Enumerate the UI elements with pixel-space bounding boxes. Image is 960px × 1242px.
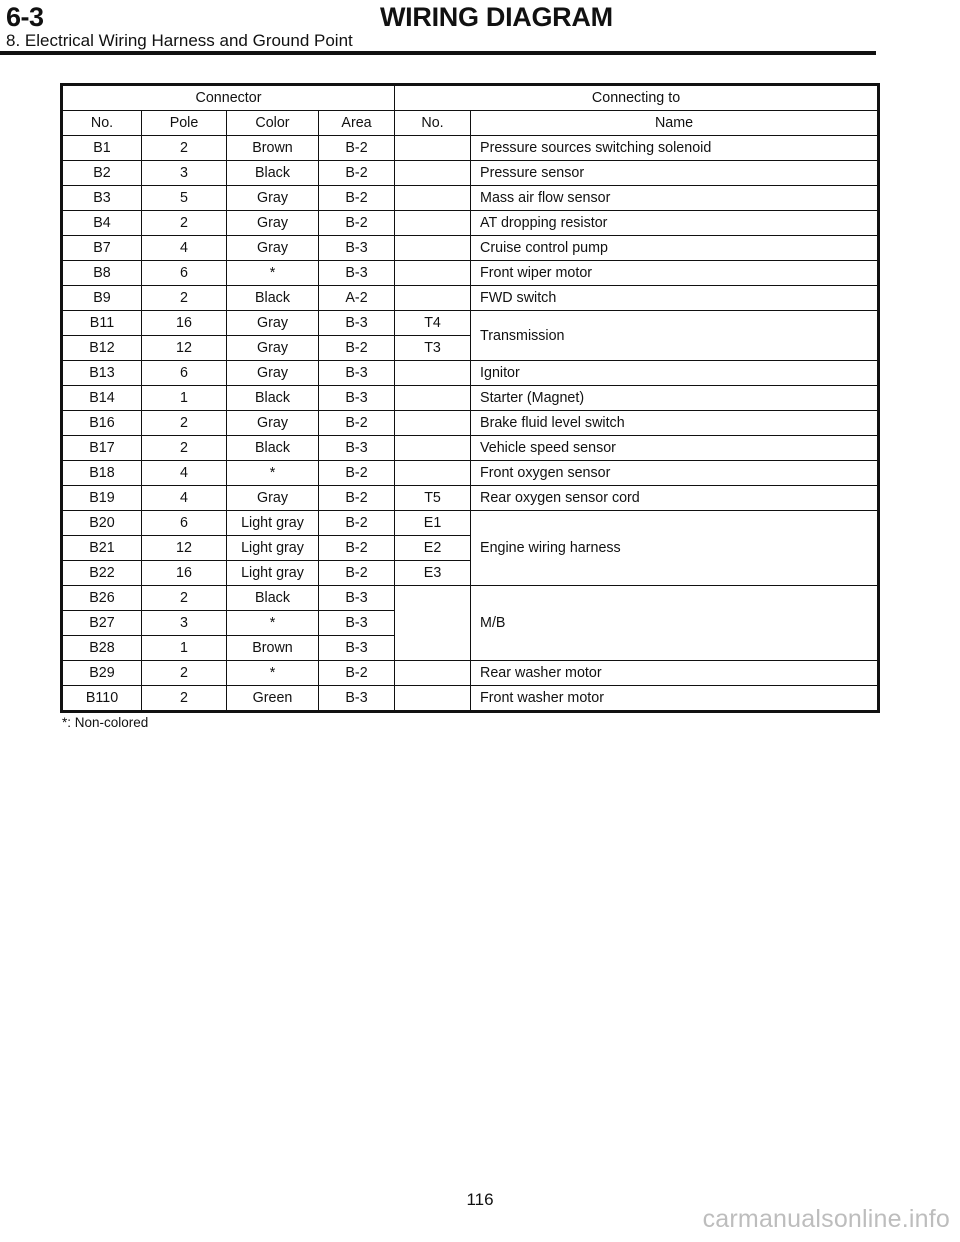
table-row: [63, 586, 878, 611]
cell-no: B28: [63, 636, 142, 661]
cell-connecting-no: [395, 186, 471, 211]
cell-name: FWD switch: [471, 286, 878, 311]
cell-area: B-3: [319, 311, 395, 336]
footnote: *: Non-colored: [62, 715, 149, 730]
cell-name: Rear washer motor: [471, 661, 878, 686]
cell-color: *: [227, 461, 319, 486]
cell-no: B7: [63, 236, 142, 261]
cell-connecting-no: E3: [395, 561, 471, 586]
cell-pole: 6: [142, 361, 227, 386]
cell-no: B9: [63, 286, 142, 311]
cell-area: B-2: [319, 211, 395, 236]
cell-pole: 16: [142, 311, 227, 336]
page-number: 116: [466, 1190, 494, 1209]
cell-pole: 2: [142, 586, 227, 611]
cell-area: B-2: [319, 536, 395, 561]
table-row: [63, 461, 878, 486]
table-row: [63, 136, 878, 161]
page-title: WIRING DIAGRAM: [380, 2, 613, 32]
cell-name: Pressure sensor: [471, 161, 878, 186]
cell-color: *: [227, 611, 319, 636]
cell-pole: 5: [142, 186, 227, 211]
cell-connecting-no: E2: [395, 536, 471, 561]
cell-name: Rear oxygen sensor cord: [471, 486, 878, 511]
cell-connecting-no: [395, 236, 471, 261]
cell-pole: 16: [142, 561, 227, 586]
cell-color: Brown: [227, 636, 319, 661]
table-row: [63, 211, 878, 236]
cell-pole: 2: [142, 686, 227, 711]
cell-no: B3: [63, 186, 142, 211]
cell-connecting-no: [395, 161, 471, 186]
cell-no: B4: [63, 211, 142, 236]
cell-no: B26: [63, 586, 142, 611]
cell-no: B8: [63, 261, 142, 286]
cell-connecting-no: [395, 211, 471, 236]
cell-pole: 6: [142, 261, 227, 286]
table-row: [63, 186, 878, 211]
cell-color: Light gray: [227, 536, 319, 561]
cell-area: B-2: [319, 461, 395, 486]
cell-area: B-2: [319, 561, 395, 586]
cell-area: B-3: [319, 436, 395, 461]
cell-pole: 4: [142, 461, 227, 486]
cell-no: B19: [63, 486, 142, 511]
cell-no: B21: [63, 536, 142, 561]
page-subtitle: 8. Electrical Wiring Harness and Ground Point: [6, 31, 353, 50]
cell-area: B-3: [319, 586, 395, 611]
cell-name: Front washer motor: [471, 686, 878, 711]
cell-area: B-3: [319, 686, 395, 711]
cell-no: B22: [63, 561, 142, 586]
cell-name: Front wiper motor: [471, 261, 878, 286]
cell-name: Ignitor: [471, 361, 878, 386]
cell-no: B11: [63, 311, 142, 336]
cell-pole: 4: [142, 486, 227, 511]
cell-color: Gray: [227, 186, 319, 211]
cell-pole: 1: [142, 636, 227, 661]
cell-name: Mass air flow sensor: [471, 186, 878, 211]
cell-connecting-no: [395, 286, 471, 311]
table-row: [63, 486, 878, 511]
table-row: [63, 686, 878, 711]
cell-name: Cruise control pump: [471, 236, 878, 261]
cell-area: B-3: [319, 386, 395, 411]
connector-group-header: Connector: [63, 86, 395, 111]
col-header-color: Color: [227, 111, 319, 136]
cell-pole: 2: [142, 411, 227, 436]
section-number: 6-3: [6, 2, 44, 32]
table-row: [63, 261, 878, 286]
cell-connecting-no: [395, 361, 471, 386]
cell-color: Black: [227, 161, 319, 186]
cell-color: Gray: [227, 211, 319, 236]
cell-no: B20: [63, 511, 142, 536]
cell-no: B17: [63, 436, 142, 461]
cell-name: AT dropping resistor: [471, 211, 878, 236]
cell-no: B13: [63, 361, 142, 386]
cell-area: B-2: [319, 661, 395, 686]
cell-connecting-no: E1: [395, 511, 471, 536]
cell-connecting-no: T5: [395, 486, 471, 511]
cell-connecting-no: T4: [395, 311, 471, 336]
table-row: [63, 411, 878, 436]
cell-connecting-no: [395, 136, 471, 161]
cell-pole: 2: [142, 136, 227, 161]
cell-area: B-3: [319, 236, 395, 261]
cell-area: B-2: [319, 336, 395, 361]
cell-color: Black: [227, 436, 319, 461]
cell-area: A-2: [319, 286, 395, 311]
cell-connecting-no: T3: [395, 336, 471, 361]
cell-connecting-no: [395, 461, 471, 486]
table-row: [63, 386, 878, 411]
cell-area: B-3: [319, 261, 395, 286]
col-header-connecting-no: No.: [395, 111, 471, 136]
cell-area: B-2: [319, 486, 395, 511]
cell-no: B16: [63, 411, 142, 436]
connector-table: [62, 85, 878, 711]
col-header-pole: Pole: [142, 111, 227, 136]
table-row: [63, 361, 878, 386]
watermark: carmanualsonline.info: [702, 1205, 950, 1233]
cell-area: B-3: [319, 361, 395, 386]
col-header-name: Name: [471, 111, 878, 136]
cell-name-merged: Engine wiring harness: [471, 511, 878, 586]
cell-name: Starter (Magnet): [471, 386, 878, 411]
cell-color: Gray: [227, 236, 319, 261]
cell-pole: 12: [142, 336, 227, 361]
cell-pole: 2: [142, 211, 227, 236]
cell-connecting-no: [395, 436, 471, 461]
cell-connecting-no: [395, 686, 471, 711]
cell-color: *: [227, 661, 319, 686]
cell-name: Brake fluid level switch: [471, 411, 878, 436]
group-header-row: [63, 86, 878, 111]
table-row: [63, 311, 878, 336]
cell-area: B-3: [319, 611, 395, 636]
cell-name-merged: M/B: [471, 586, 878, 661]
column-header-row: [63, 111, 878, 136]
table-row: [63, 161, 878, 186]
cell-pole: 2: [142, 661, 227, 686]
cell-color: Light gray: [227, 561, 319, 586]
cell-no: B27: [63, 611, 142, 636]
cell-area: B-3: [319, 636, 395, 661]
cell-name: Pressure sources switching solenoid: [471, 136, 878, 161]
cell-color: Black: [227, 586, 319, 611]
cell-name: Front oxygen sensor: [471, 461, 878, 486]
cell-connecting-no: [395, 661, 471, 686]
cell-color: Gray: [227, 486, 319, 511]
cell-no: B2: [63, 161, 142, 186]
table-row: [63, 286, 878, 311]
connecting-to-group-header: Connecting to: [395, 86, 878, 111]
cell-no: B1: [63, 136, 142, 161]
table-row: [63, 436, 878, 461]
cell-connecting-no: [395, 386, 471, 411]
cell-color: Light gray: [227, 511, 319, 536]
cell-color: *: [227, 261, 319, 286]
col-header-no: No.: [63, 111, 142, 136]
cell-area: B-2: [319, 511, 395, 536]
cell-pole: 3: [142, 611, 227, 636]
cell-area: B-2: [319, 411, 395, 436]
cell-no: B14: [63, 386, 142, 411]
table-row: [63, 511, 878, 536]
cell-color: Green: [227, 686, 319, 711]
cell-connecting-no: [395, 586, 471, 611]
cell-no: B29: [63, 661, 142, 686]
cell-connecting-no: [395, 261, 471, 286]
cell-name-merged: Transmission: [471, 311, 878, 361]
table-row: [63, 236, 878, 261]
cell-color: Brown: [227, 136, 319, 161]
cell-pole: 2: [142, 436, 227, 461]
cell-pole: 6: [142, 511, 227, 536]
cell-pole: 12: [142, 536, 227, 561]
cell-color: Gray: [227, 336, 319, 361]
cell-no: B18: [63, 461, 142, 486]
cell-area: B-2: [319, 136, 395, 161]
cell-connecting-no: [395, 636, 471, 661]
cell-pole: 3: [142, 161, 227, 186]
cell-color: Gray: [227, 411, 319, 436]
cell-no: B110: [63, 686, 142, 711]
table-row: [63, 661, 878, 686]
cell-area: B-2: [319, 161, 395, 186]
header-rule: [0, 51, 876, 55]
cell-color: Gray: [227, 311, 319, 336]
col-header-area: Area: [319, 111, 395, 136]
cell-connecting-no: [395, 411, 471, 436]
cell-no: B12: [63, 336, 142, 361]
cell-pole: 1: [142, 386, 227, 411]
cell-color: Black: [227, 386, 319, 411]
cell-pole: 2: [142, 286, 227, 311]
cell-connecting-no: [395, 611, 471, 636]
cell-pole: 4: [142, 236, 227, 261]
cell-name: Vehicle speed sensor: [471, 436, 878, 461]
cell-area: B-2: [319, 186, 395, 211]
cell-color: Black: [227, 286, 319, 311]
cell-color: Gray: [227, 361, 319, 386]
